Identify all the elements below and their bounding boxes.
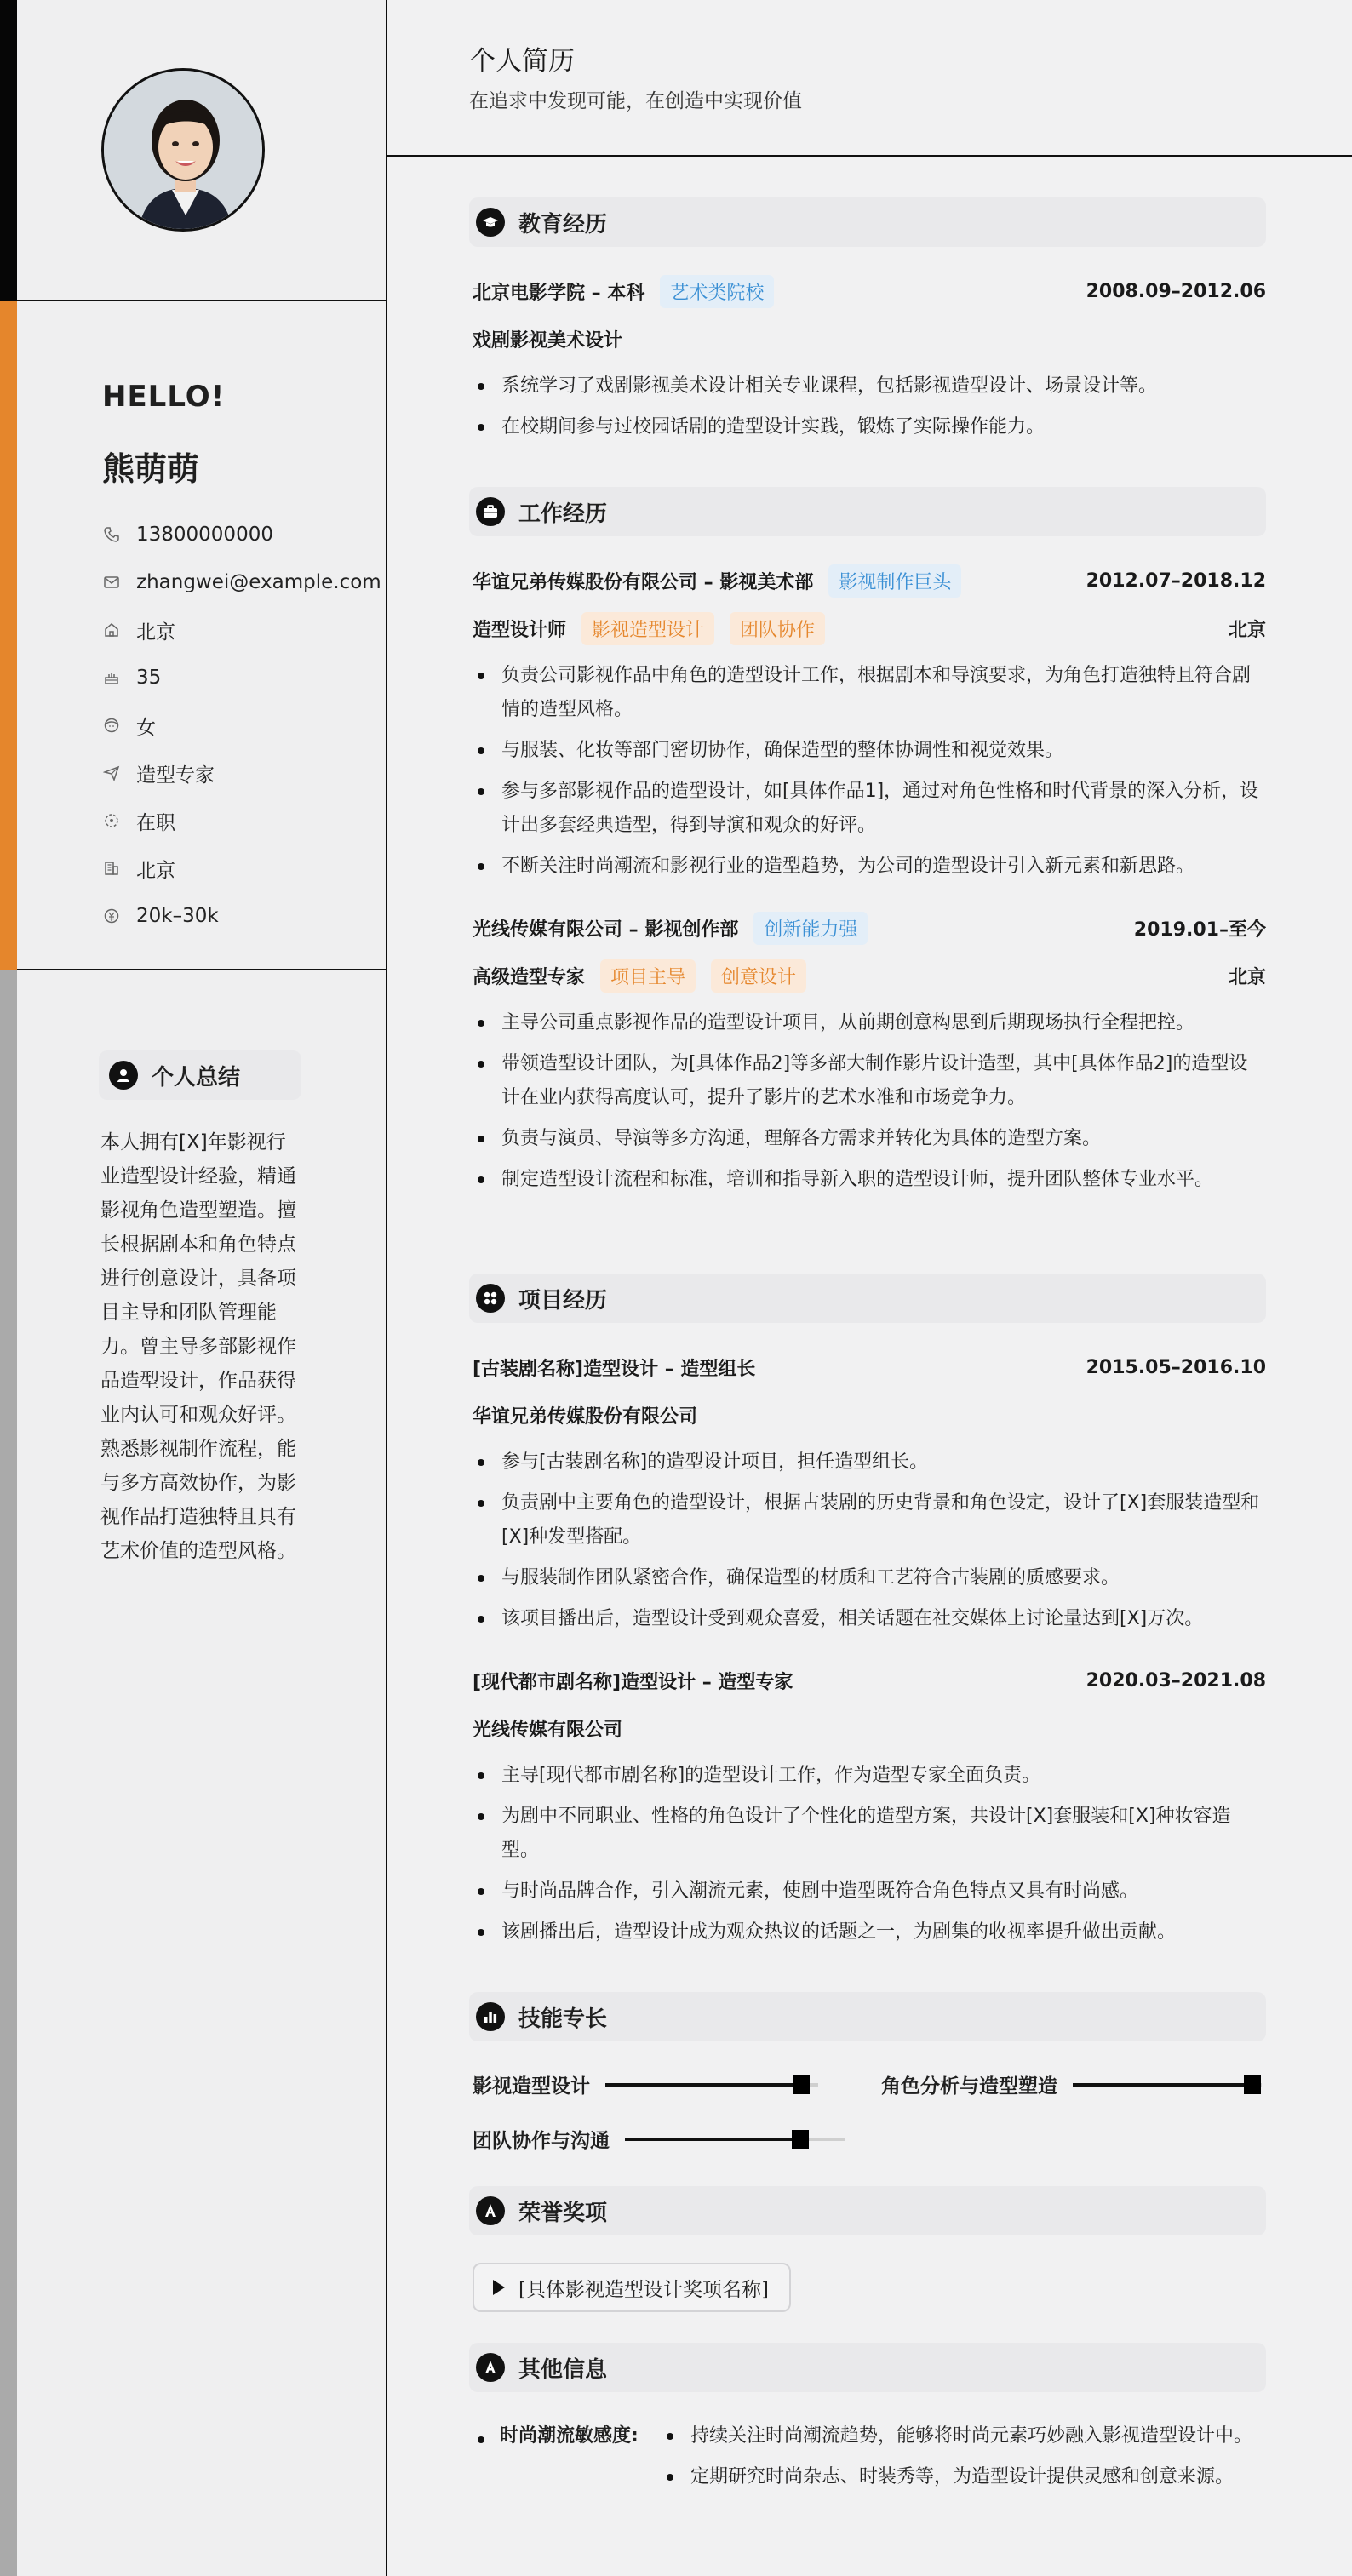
info-phone	[102, 511, 381, 558]
education-period: 2008.09–2012.06	[1086, 280, 1266, 302]
list-item: 该项目播出后，造型设计受到观众喜爱，相关话题在社交媒体上讨论量达到[X]万次。	[473, 1602, 1266, 1636]
list-item: 系统学习了戏剧影视美术设计相关专业课程，包括影视造型设计、场景设计等。	[473, 369, 1266, 404]
job-1-role: 造型设计师	[473, 619, 567, 641]
list-item: 为剧中不同职业、性格的角色设计了个性化的造型方案，共设计[X]套服装和[X]种妆容造型。	[473, 1800, 1266, 1868]
job-2-city: 北京	[1228, 966, 1266, 988]
skill-2-knob	[1244, 2075, 1261, 2094]
job-2-tag: 创新能力强	[753, 912, 868, 945]
job-2-row	[473, 911, 1266, 945]
job-1-role-row	[473, 611, 1266, 645]
project-1-company: 华谊兄弟传媒股份有限公司	[473, 1405, 698, 1428]
status-icon	[102, 811, 121, 830]
greeting: HELLO!	[102, 380, 226, 414]
sidebar	[0, 0, 387, 2576]
job-1-skill-1: 影视造型设计	[581, 612, 714, 645]
info-location-value: 北京	[136, 621, 175, 644]
skill-3	[473, 2125, 845, 2153]
project-1-bullets	[473, 1445, 1266, 1643]
list-item: 与服装制作团队紧密合作，确保造型的材质和工艺符合古装剧的质感要求。	[473, 1561, 1266, 1595]
skill-3-bar	[625, 2138, 845, 2141]
list-item: 负责与演员、导演等多方沟通，理解各方需求并转化为具体的造型方案。	[473, 1122, 1266, 1156]
play-icon	[493, 2280, 505, 2295]
page-title: 个人简历	[469, 46, 575, 77]
job-1-tag: 影视制作巨头	[828, 564, 961, 598]
info-gender-value: 女	[136, 716, 156, 739]
info-gender	[102, 701, 381, 749]
info-status-value: 在职	[136, 811, 175, 834]
skill-2-name: 角色分析与造型塑造	[881, 2075, 1057, 2098]
info-location	[102, 606, 381, 654]
work-header	[469, 487, 1266, 536]
projects-header	[469, 1274, 1266, 1323]
list-item: 与时尚品牌合作，引入潮流元素，使剧中造型既符合角色特点又具有时尚感。	[473, 1875, 1266, 1909]
job-2-skill-2: 创意设计	[711, 959, 806, 993]
gender-icon	[102, 716, 121, 735]
other-bullets	[662, 2419, 1266, 2501]
accent-bar-gray	[0, 970, 17, 2576]
award-name: [具体影视造型设计奖项名称]	[518, 2278, 769, 2301]
list-item: 制定造型设计流程和标准，培训和指导新入职的造型设计师，提升团队整体专业水平。	[473, 1163, 1266, 1197]
job-1-city: 北京	[1228, 619, 1266, 641]
summary-text: 本人拥有[X]年影视行业造型设计经验，精通影视角色造型塑造。擅长根据剧本和角色特点进行创意设计，具备项目主导和团队管理能力。曾主导多部影视作品造型设计，作品获得业内认可和观众好评。熟悉影视制作流程，能与多方高效协作，为影视作品打造独特且具有艺术价值的造型风格。	[100, 1131, 296, 1562]
bar-chart-icon	[476, 2002, 505, 2031]
project-1-period: 2015.05–2016.10	[1086, 1356, 1266, 1378]
award-icon	[476, 2196, 505, 2225]
avatar	[101, 68, 265, 232]
list-item: 负责公司影视作品中角色的造型设计工作，根据剧本和导演要求，为角色打造独特且符合剧情的造型风格。	[473, 659, 1266, 727]
skill-2-bar	[1073, 2083, 1262, 2087]
info-title	[102, 749, 381, 797]
education-title: 教育经历	[518, 211, 608, 238]
list-item: 参与多部影视作品的造型设计，如[具体作品1]，通过对角色性格和时代背景的深入分析，设计出多套经典造型，得到导演和观众的好评。	[473, 775, 1266, 843]
phone-icon	[102, 525, 121, 544]
job-2-company: 光线传媒有限公司 – 影视创作部	[473, 919, 739, 941]
list-item: 负责剧中主要角色的造型设计，根据古装剧的历史背景和角色设定，设计了[X]套服装造型和[X]种发型搭配。	[473, 1486, 1266, 1554]
job-2-role-row	[473, 959, 1266, 993]
skill-1-bar	[605, 2083, 818, 2087]
list-item: 带领造型设计团队，为[具体作品2]等多部大制作影片设计造型，其中[具体作品2]的造型设计在业内获得高度认可，提升了影片的艺术水准和市场竞争力。	[473, 1047, 1266, 1115]
job-1-company: 华谊兄弟传媒股份有限公司 – 影视美术部	[473, 571, 814, 593]
salary-icon	[102, 907, 121, 925]
list-item: 在校期间参与过校园话剧的造型设计实践，锻炼了实际操作能力。	[473, 410, 1266, 444]
info-city-value: 北京	[136, 859, 175, 882]
briefcase-icon	[476, 497, 505, 526]
list-item: 参与[古装剧名称]的造型设计项目，担任造型组长。	[473, 1445, 1266, 1480]
project-2-company: 光线传媒有限公司	[473, 1719, 623, 1741]
project-2-row	[473, 1663, 1266, 1697]
avatar-portrait	[104, 71, 265, 232]
send-icon	[102, 764, 121, 782]
info-salary-value: 20k–30k	[136, 905, 219, 927]
job-2-period: 2019.01–至今	[1133, 919, 1266, 941]
skill-3-knob	[792, 2130, 809, 2149]
skill-2-fill	[1073, 2083, 1252, 2087]
list-item: 持续关注时尚潮流趋势，能够将时尚元素巧妙融入影视造型设计中。	[662, 2419, 1266, 2453]
info-title-value: 造型专家	[136, 764, 215, 787]
other-label: 时尚潮流敏感度:	[500, 2425, 639, 2447]
skills-title: 技能专长	[518, 2006, 608, 2032]
list-item: 主导公司重点影视作品的造型设计项目，从前期创意构思到后期现场执行全程把控。	[473, 1006, 1266, 1040]
project-2-bullets	[473, 1759, 1266, 1956]
profile-name: 熊萌萌	[102, 450, 200, 488]
education-bullets	[473, 369, 1266, 451]
education-tag: 艺术类院校	[660, 275, 774, 308]
project-1-company-row	[473, 1398, 1266, 1432]
work-title: 工作经历	[518, 501, 608, 527]
info-age-value: 35	[136, 667, 162, 689]
info-city	[102, 844, 381, 892]
education-header	[469, 197, 1266, 247]
sidebar-hr-top	[17, 300, 387, 301]
main-content	[387, 0, 1352, 2576]
job-2-skill-1: 项目主导	[600, 959, 696, 993]
info-salary	[102, 892, 381, 940]
page-subtitle: 在追求中发现可能，在创造中实现价值	[469, 90, 802, 112]
job-1-row	[473, 564, 1266, 598]
building-icon	[102, 859, 121, 878]
list-item: 不断关注时尚潮流和影视行业的造型趋势，为公司的造型设计引入新元素和新思路。	[473, 850, 1266, 884]
award-item[interactable]	[473, 2263, 791, 2312]
skill-3-name: 团队协作与沟通	[473, 2130, 610, 2152]
project-2-name: [现代都市剧名称]造型设计 – 造型专家	[473, 1671, 793, 1693]
education-row	[473, 274, 1266, 308]
education-major: 戏剧影视美术设计	[473, 329, 623, 352]
graduation-cap-icon	[476, 208, 505, 237]
cake-icon	[102, 668, 121, 687]
job-1-skill-2: 团队协作	[730, 612, 825, 645]
project-1-row	[473, 1350, 1266, 1384]
job-1-period: 2012.07–2018.12	[1086, 570, 1266, 592]
skill-1-knob	[793, 2075, 810, 2094]
project-1-name: [古装剧名称]造型设计 – 造型组长	[473, 1358, 756, 1380]
skill-1-fill	[605, 2083, 801, 2087]
header-divider	[387, 155, 1352, 157]
skills-header	[469, 1992, 1266, 2041]
education-school: 北京电影学院 – 本科	[473, 282, 645, 304]
projects-title: 项目经历	[518, 1287, 608, 1314]
info-email-value: zhangwei@example.com	[136, 571, 381, 593]
grid-icon	[476, 1284, 505, 1313]
list-item: 与服装、化妆等部门密切协作，确保造型的整体协调性和视觉效果。	[473, 734, 1266, 768]
info-age	[102, 654, 381, 701]
skill-1	[473, 2070, 818, 2098]
info-status	[102, 797, 381, 844]
job-2-role: 高级造型专家	[473, 966, 586, 988]
list-item: 该剧播出后，造型设计成为观众热议的话题之一，为剧集的收视率提升做出贡献。	[473, 1915, 1266, 1949]
job-1-bullets	[473, 659, 1266, 890]
summary-title: 个人总结	[152, 1064, 241, 1091]
other-title: 其他信息	[518, 2356, 608, 2383]
project-2-company-row	[473, 1711, 1266, 1745]
list-item: 主导[现代都市剧名称]的造型设计工作，作为造型专家全面负责。	[473, 1759, 1266, 1793]
accent-bar-orange	[0, 301, 17, 970]
skill-2	[881, 2070, 1262, 2098]
other-bullet-dot	[478, 2436, 484, 2443]
summary-header	[99, 1050, 301, 1100]
awards-header	[469, 2186, 1266, 2235]
skill-1-name: 影视造型设计	[473, 2075, 590, 2098]
info-phone-value: 13800000000	[136, 524, 273, 546]
skill-3-fill	[625, 2138, 800, 2141]
info-email	[102, 558, 381, 606]
user-icon	[109, 1061, 138, 1090]
other-header	[469, 2343, 1266, 2392]
accent-bar-black	[0, 0, 17, 301]
project-2-period: 2020.03–2021.08	[1086, 1669, 1266, 1692]
awards-title: 荣誉奖项	[518, 2200, 608, 2226]
job-2-bullets	[473, 1006, 1266, 1204]
email-icon	[102, 573, 121, 592]
sidebar-hr-bottom	[17, 969, 387, 970]
education-major-row	[473, 322, 1266, 356]
info-a-icon	[476, 2353, 505, 2382]
contact-info-list	[102, 511, 381, 940]
home-icon	[102, 621, 121, 639]
list-item: 定期研究时尚杂志、时装秀等，为造型设计提供灵感和创意来源。	[662, 2460, 1266, 2494]
